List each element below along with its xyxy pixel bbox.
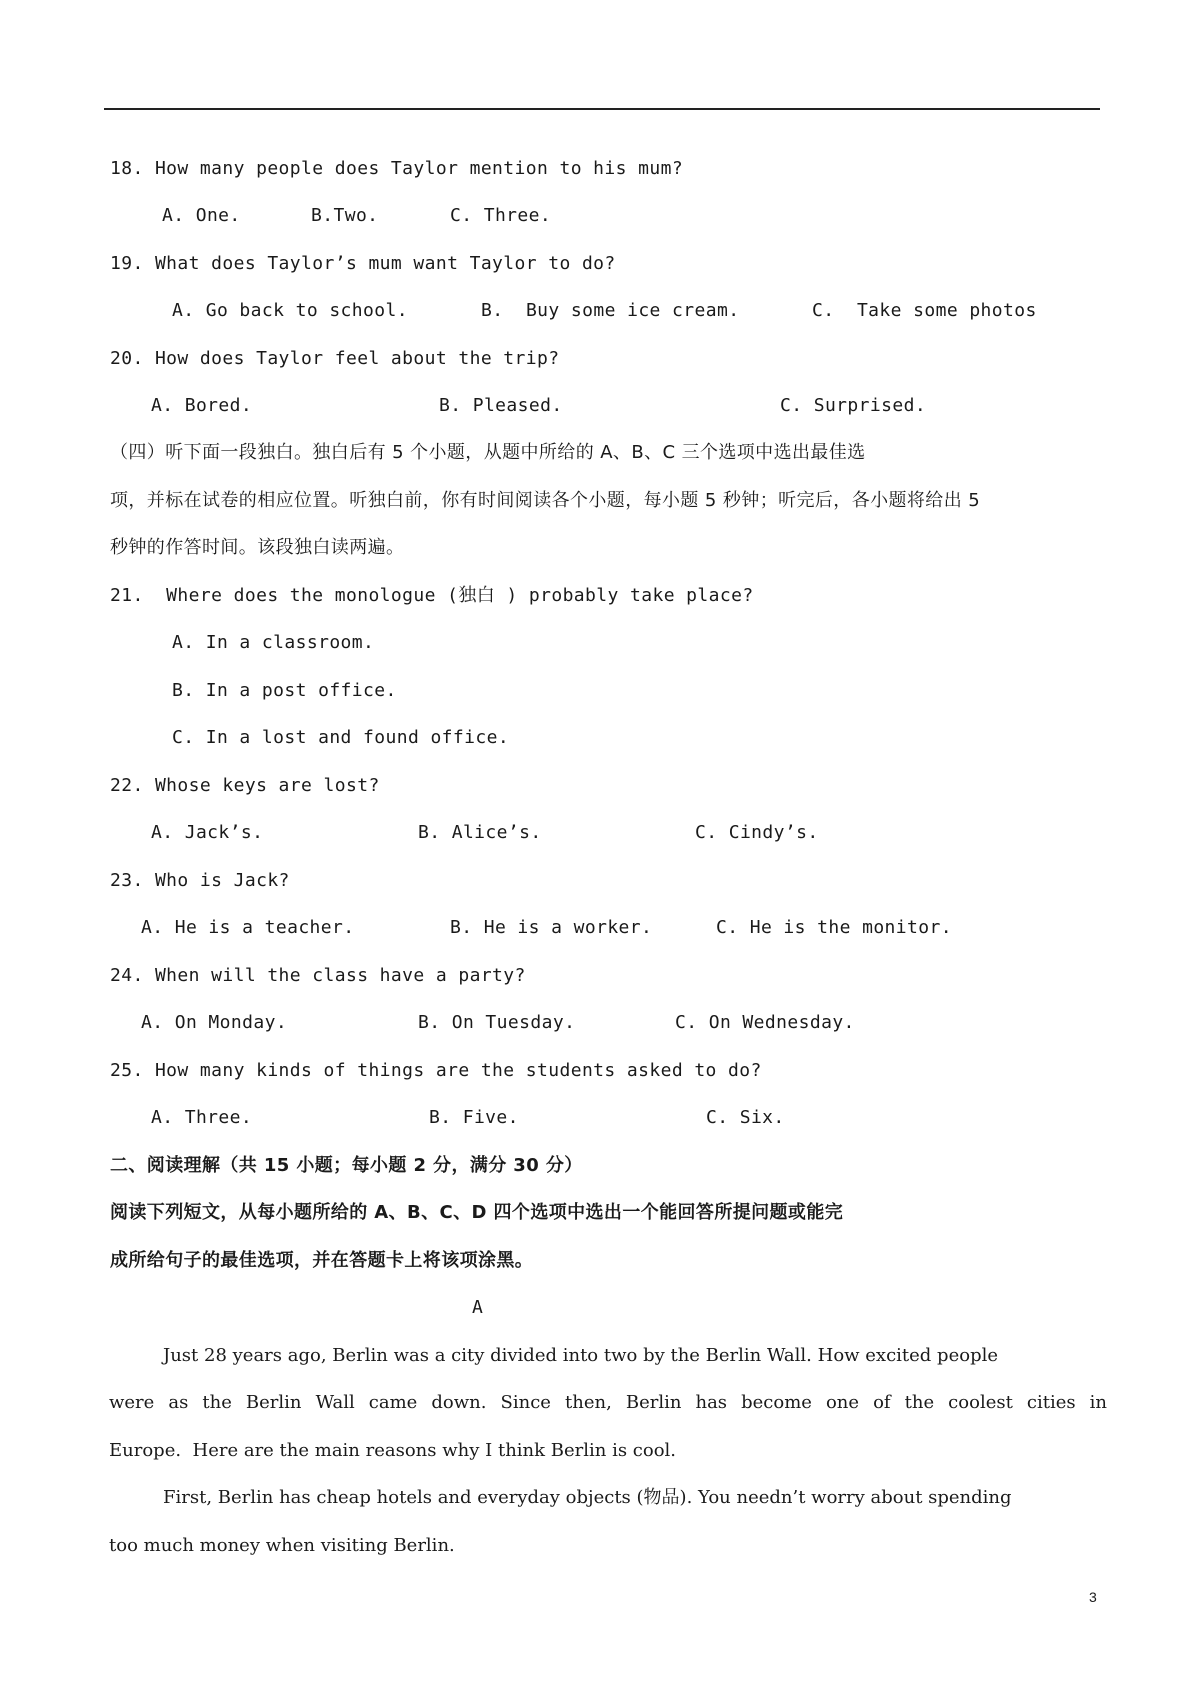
page-number: 3 xyxy=(1089,1589,1097,1605)
section4-instruction-line3: 秒钟的作答时间。该段独白读两遍。 xyxy=(110,537,405,558)
q24-option-a: A. On Monday. xyxy=(141,1012,288,1033)
section4-instruction-line1: （四）听下面一段独白。独白后有 5 个小题，从题中所给的 A、B、C 三个选项中选出最佳选 xyxy=(110,442,866,463)
q24-option-c: C. On Wednesday. xyxy=(675,1012,855,1033)
q23-option-c: C. He is the monitor. xyxy=(716,917,952,938)
q20-option-a: A. Bored. xyxy=(151,395,253,416)
q19-option-a: A. Go back to school. xyxy=(172,300,408,321)
passage-p2-line2: too much money when visiting Berlin. xyxy=(109,1535,455,1556)
passage-p1-line2: were as the Berlin Wall came down. Since then, Berlin has become one of the coolest cities in xyxy=(109,1392,1107,1413)
question-21: 21. Where does the monologue (独白 ) probably take place? xyxy=(110,585,754,606)
q18-option-c: C. Three. xyxy=(450,205,552,226)
passage-p1-line1: Just 28 years ago, Berlin was a city divided into two by the Berlin Wall. How excited people xyxy=(163,1345,998,1366)
question-24: 24. When will the class have a party? xyxy=(110,965,526,986)
part2-heading: 二、阅读理解（共 15 小题；每小题 2 分，满分 30 分） xyxy=(110,1155,583,1176)
q25-option-a: A. Three. xyxy=(151,1107,253,1128)
header-rule xyxy=(104,108,1100,110)
q21-option-a: A. In a classroom. xyxy=(172,632,375,653)
q22-option-a: A. Jack’s. xyxy=(151,822,264,843)
q25-option-c: C. Six. xyxy=(706,1107,785,1128)
passage-p2-line1: First, Berlin has cheap hotels and everyday objects (物品). You needn’t worry about spending xyxy=(163,1487,1012,1508)
q19-option-c: C. Take some photos xyxy=(812,300,1037,321)
q22-option-c: C. Cindy’s. xyxy=(695,822,819,843)
q19-option-b: B. Buy some ice cream. xyxy=(481,300,740,321)
question-25: 25. How many kinds of things are the students asked to do? xyxy=(110,1060,762,1081)
question-23: 23. Who is Jack? xyxy=(110,870,290,891)
q23-option-a: A. He is a teacher. xyxy=(141,917,355,938)
q20-option-b: B. Pleased. xyxy=(439,395,563,416)
q20-option-c: C. Surprised. xyxy=(780,395,927,416)
part2-instruction-line1: 阅读下列短文，从每小题所给的 A、B、C、D 四个选项中选出一个能回答所提问题或能完 xyxy=(110,1202,844,1223)
q25-option-b: B. Five. xyxy=(429,1107,519,1128)
passage-p1-line3: Europe. Here are the main reasons why I think Berlin is cool. xyxy=(109,1440,677,1461)
question-18: 18. How many people does Taylor mention to his mum? xyxy=(110,158,684,179)
q23-option-b: B. He is a worker. xyxy=(450,917,653,938)
question-19: 19. What does Taylor’s mum want Taylor to do? xyxy=(110,253,616,274)
q22-option-b: B. Alice’s. xyxy=(418,822,542,843)
q21-option-c: C. In a lost and found office. xyxy=(172,727,510,748)
question-20: 20. How does Taylor feel about the trip? xyxy=(110,348,560,369)
q21-option-b: B. In a post office. xyxy=(172,680,397,701)
q18-option-a: A. One. xyxy=(162,205,241,226)
q24-option-b: B. On Tuesday. xyxy=(418,1012,576,1033)
section4-instruction-line2: 项，并标在试卷的相应位置。听独白前，你有时间阅读各个小题，每小题 5 秒钟；听完后，各小题将给出 5 xyxy=(110,490,981,511)
passage-label: A xyxy=(472,1297,484,1318)
q18-option-b: B.Two. xyxy=(311,205,379,226)
part2-instruction-line2: 成所给句子的最佳选项，并在答题卡上将该项涂黑。 xyxy=(110,1250,534,1271)
question-22: 22. Whose keys are lost? xyxy=(110,775,380,796)
